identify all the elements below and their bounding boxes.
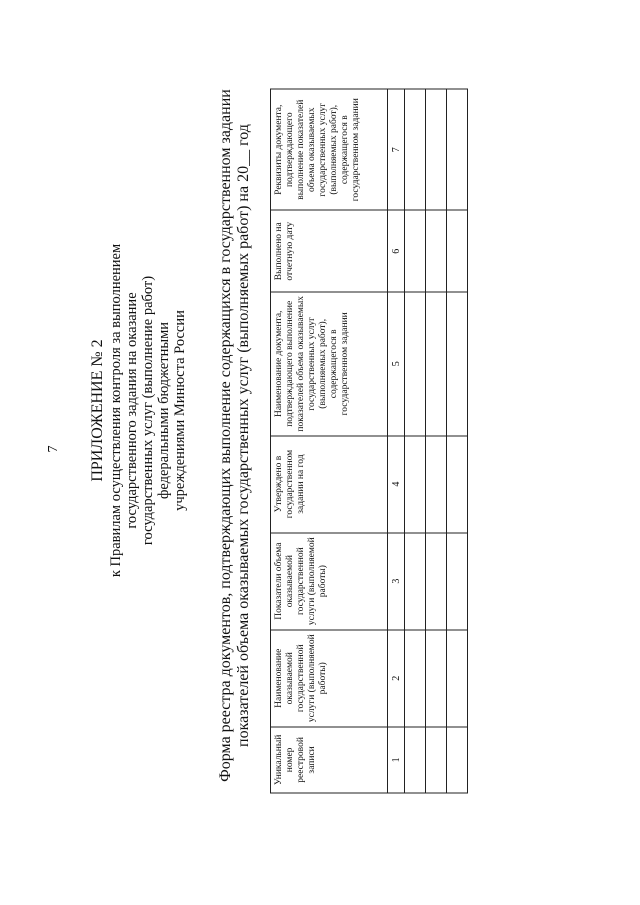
table-row (426, 89, 447, 793)
form-title-line: Форма реестра документов, подтверждающих выполнение содержащихся в государственном задании (217, 88, 234, 782)
appendix-line: федеральными бюджетными (156, 321, 172, 499)
column-number: 2 (388, 629, 405, 726)
column-number: 5 (388, 292, 405, 435)
appendix-title: ПРИЛОЖЕНИЕ № 2 (89, 338, 106, 482)
column-header: Показатели объема оказываемой государственной услуги (выполняемой работы) (271, 532, 388, 629)
registry-table (270, 88, 468, 793)
form-title (217, 75, 253, 795)
table-row (405, 89, 426, 793)
column-number: 7 (388, 89, 405, 210)
appendix-line: государственного задания на оказание (124, 291, 140, 529)
column-number: 4 (388, 435, 405, 532)
appendix-line: к Правилам осуществления контроля за выполнением (108, 243, 124, 577)
column-number: 3 (388, 532, 405, 629)
appendix-block (90, 205, 188, 615)
column-number: 1 (388, 726, 405, 792)
form-title-line: показателей объема оказываемых государственных услуг (выполняемых работ) на 20__ год (235, 123, 252, 747)
column-header: Уникальный номер реестровой записи (271, 726, 388, 792)
column-number-row (388, 89, 405, 793)
table-row (447, 89, 468, 793)
column-header: Утверждено в государственном задании на год (271, 435, 388, 532)
column-header: Выполнено на отчетную дату (271, 210, 388, 292)
column-header: Наименование документа, подтверждающего выполнение показателей объема оказываемых государственных услуг (выполняемых работ), содержащегося в государственном задании (271, 292, 388, 435)
page-number: 7 (46, 445, 61, 452)
column-number: 6 (388, 210, 405, 292)
table-header-row (271, 89, 388, 793)
column-header: Реквизиты документа, подтверждающего выполнение показателей объема оказываемых государственных услуг (выполняемых работ), содержащегося в государственном задании (271, 89, 388, 210)
appendix-line: государственных услуг (выполнение работ) (140, 275, 156, 545)
column-header: Наименование оказываемой государственной услуги (выполняемой работы) (271, 629, 388, 726)
appendix-line: учреждениями Минюста России (172, 309, 188, 511)
